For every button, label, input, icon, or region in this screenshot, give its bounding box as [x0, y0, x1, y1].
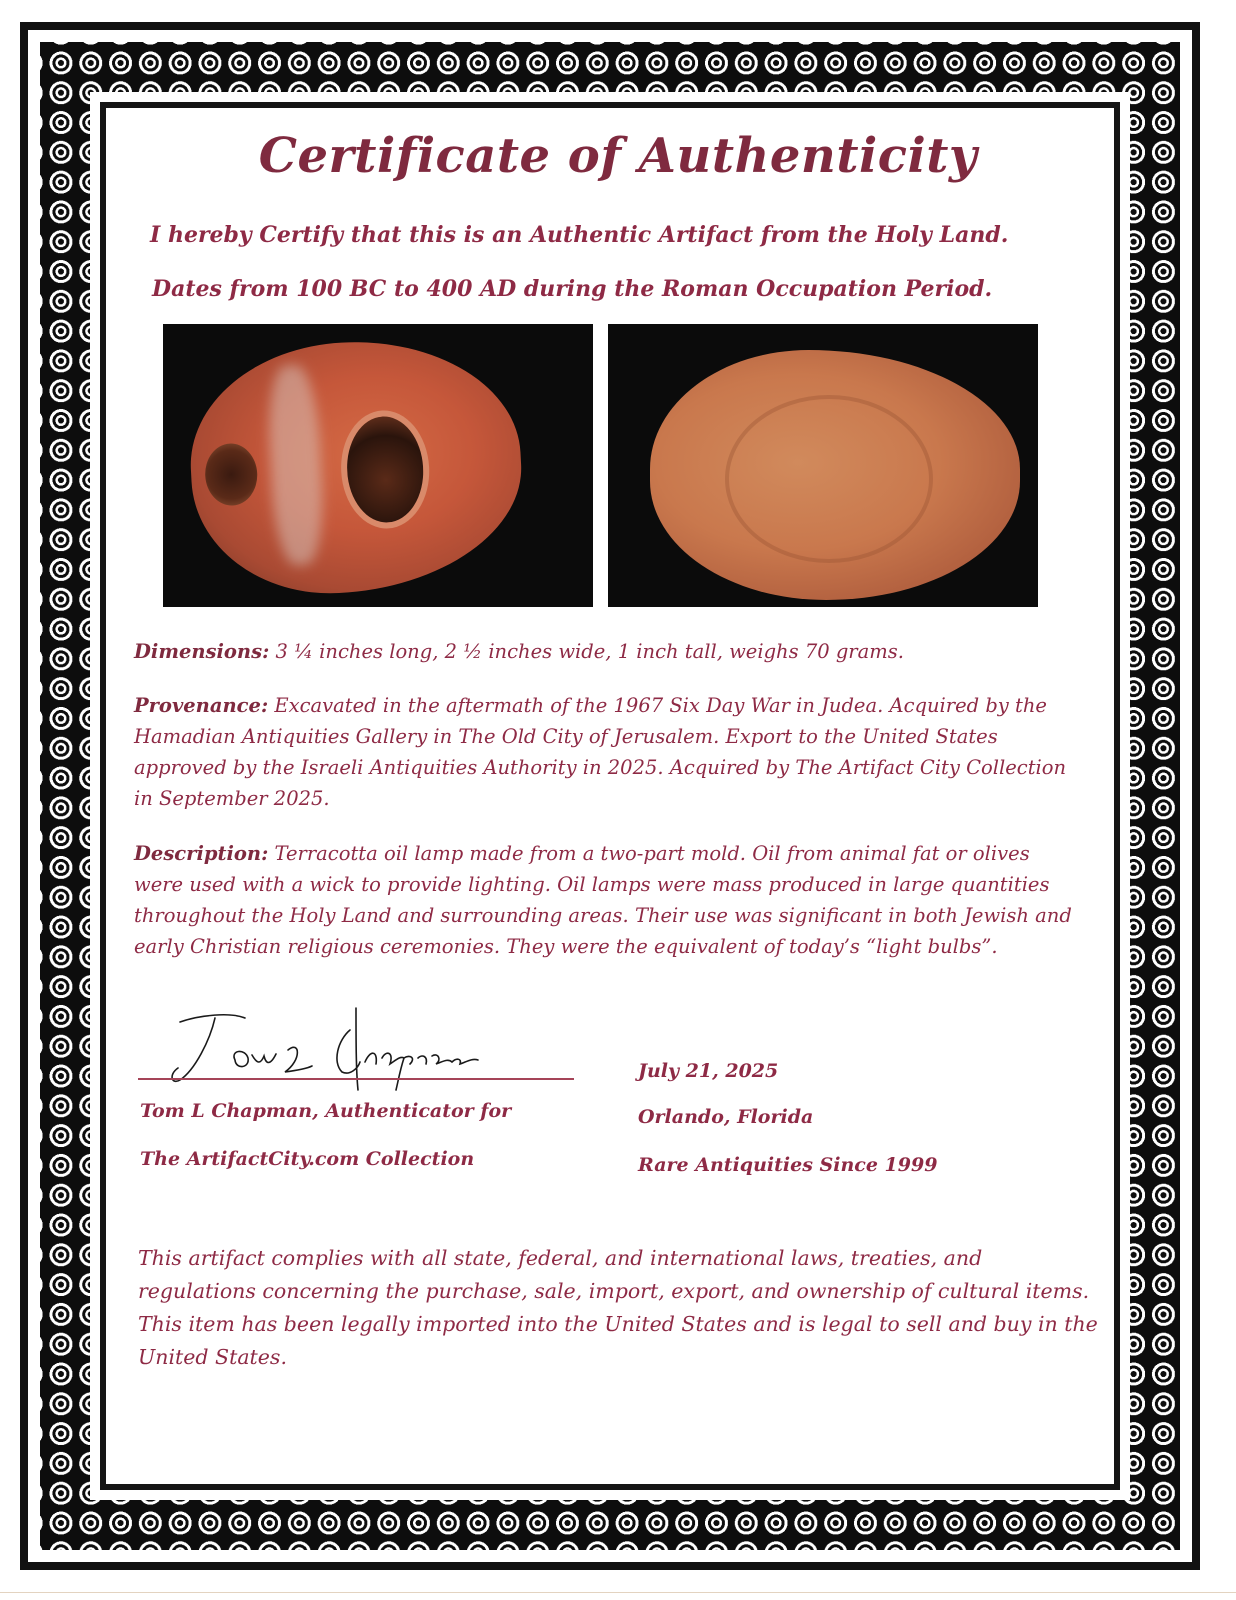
artifact-photo-top	[163, 324, 593, 607]
certificate-location: Orlando, Florida	[638, 1106, 814, 1128]
dimensions-text: 3 ¼ inches long, 2 ½ inches wide, 1 inch tall, weighs 70 grams.	[269, 640, 904, 663]
certificate-title: Certificate of Authenticity	[258, 128, 978, 184]
oil-lamp-top-image	[185, 334, 528, 601]
wick-hole	[204, 442, 259, 507]
certification-statement: I hereby Certify that this is an Authentic Artifact from the Holy Land.	[150, 222, 1009, 248]
authenticator-name: Tom L Chapman, Authenticator for	[140, 1100, 512, 1122]
certificate-date: July 21, 2025	[638, 1060, 779, 1082]
description-label: Description:	[134, 842, 269, 865]
dimensions-label: Dimensions:	[134, 640, 270, 663]
dimensions-section	[134, 636, 1074, 667]
company-tagline: Rare Antiquities Since 1999	[638, 1154, 938, 1176]
oil-lamp-bottom-image	[650, 350, 1020, 600]
date-range-statement: Dates from 100 BC to 400 AD during the Roman Occupation Period.	[152, 276, 993, 302]
handwritten-signature	[160, 1000, 520, 1095]
provenance-text: Excavated in the aftermath of the 1967 Six Day War in Judea. Acquired by the Hamadian Antiquities Gallery in The Old City of Jerusalem. Export to the United States approved by the Israeli Antiquities Authority in 2025. Acquired by The Artifact City Collection in September 2025.	[134, 694, 1067, 810]
signature-line	[138, 1078, 574, 1080]
legal-compliance-statement: This artifact complies with all state, federal, and international laws, treaties, and regulations concerning the purchase, sale, import, export, and ownership of cultural items. This item has been legally imported into the United States and is legal to sell and buy in the United States.	[138, 1246, 1098, 1369]
description-section	[134, 838, 1074, 962]
page-edge	[0, 1592, 1236, 1593]
fill-hole	[338, 408, 432, 530]
artifact-photo-bottom	[608, 324, 1038, 607]
description-text: Terracotta oil lamp made from a two-part mold. Oil from animal fat or olives were used with a wick to provide lighting. Oil lamps were mass produced in large quantities throughout the Holy Land and surrounding areas. Their use was significant in both Jewish and early Christian religious ceremonies. They were the equivalent of today’s “light bulbs”.	[134, 842, 1072, 958]
provenance-section	[134, 690, 1074, 814]
collection-name: The ArtifactCity.com Collection	[140, 1148, 475, 1170]
provenance-label: Provenance:	[134, 694, 269, 717]
